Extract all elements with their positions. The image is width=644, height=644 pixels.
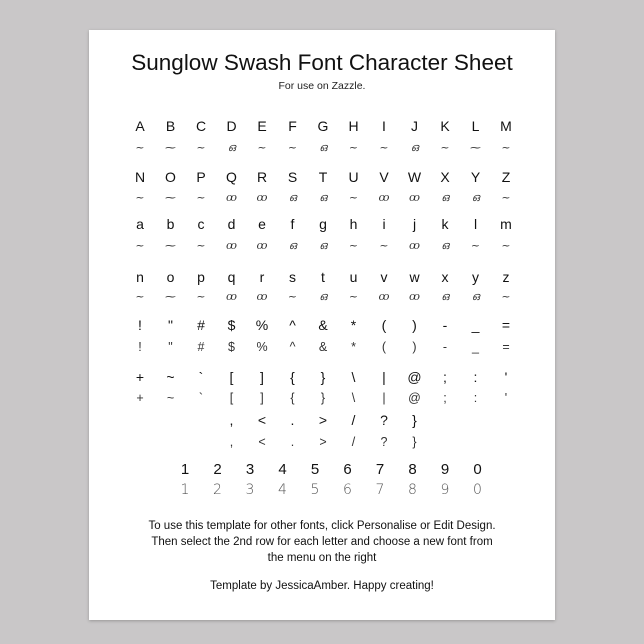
glyph-cell: l [473,216,478,232]
glyph-cell: : [473,369,478,385]
glyph-cell: ~ [501,290,511,303]
glyph-cell: W [407,169,422,185]
glyph-cell: = [501,317,511,333]
number-cell: 5 [310,482,320,498]
glyph-cell: H [348,118,359,134]
glyph-cell: ꝏ [409,290,420,303]
glyph-cell: Z [501,169,511,185]
glyph-cell: # [197,340,205,354]
glyph-cell: ഒ [441,290,449,303]
number-row-main [113,460,553,480]
glyph-cell: a [136,216,144,232]
number-cell: 6 [343,461,352,478]
glyph-cell: E [257,118,267,134]
glyph-cell: Y [470,169,481,185]
glyph-cell: ~ [196,191,206,204]
number-cell: 7 [375,461,385,478]
glyph-cell: ~ [257,141,267,154]
character-row-alt [113,337,553,357]
glyph-cell: G [317,118,329,134]
glyph-cell: ~ [470,239,481,252]
glyph-cell: ഒ [319,141,327,154]
instruction-line: To use this template for other fonts, click Personalise or Edit Design. [148,520,496,532]
glyph-cell: b [166,216,175,232]
glyph-cell: - [442,340,448,354]
glyph-cell: m [500,216,512,232]
glyph-cell: U [348,169,359,185]
glyph-cell: ꝏ [378,290,390,303]
glyph-cell: N [134,169,146,185]
number-cell: 3 [245,461,255,478]
glyph-cell: @ [408,391,421,405]
glyph-cell: Q [226,169,237,185]
instructions [89,518,555,566]
glyph-cell: } [320,369,326,385]
glyph-cell: ( [381,340,387,354]
glyph-cell: ] [260,369,264,385]
glyph-cell: ഒ [227,141,236,154]
glyph-cell: ` [198,391,204,405]
glyph-cell: ⁓ [165,141,176,154]
glyph-cell: P [196,169,206,185]
number-cell: 9 [440,482,450,498]
glyph-cell: [ [229,391,234,405]
glyph-cell: A [135,118,145,134]
character-row-swash [113,287,553,307]
character-row [113,214,553,234]
glyph-cell: ~ [196,290,206,303]
glyph-cell: r [259,269,265,285]
glyph-cell: ~ [440,141,450,154]
glyph-cell: S [287,169,298,185]
glyph-cell: ꝏ [409,239,420,252]
glyph-cell: B [165,118,176,134]
number-row-alt [113,480,553,500]
sheet-title: Sunglow Swash Font Character Sheet [131,50,513,75]
instruction-line: the menu on the right [267,552,377,564]
glyph-cell: { [290,369,295,385]
glyph-cell: ⁓ [165,239,176,252]
glyph-cell: ~ [501,141,511,154]
glyph-cell: [ [229,369,234,385]
character-row-swash [113,138,553,158]
glyph-cell: n [136,269,144,285]
glyph-cell: ' [504,391,508,405]
glyph-cell: " [168,317,173,333]
glyph-cell: ꝏ [409,191,420,204]
glyph-cell: " [168,340,173,354]
glyph-cell: { [290,391,295,405]
glyph-cell: / [351,435,356,449]
number-cell: 7 [375,482,385,498]
glyph-cell: > [319,435,327,449]
number-cell: 9 [440,461,450,478]
glyph-cell: ~ [501,191,511,204]
glyph-cell: ~ [166,391,175,405]
glyph-cell: ꝏ [226,191,237,204]
glyph-cell: $ [228,340,235,354]
glyph-cell: % [255,317,269,333]
glyph-cell: ꝏ [226,290,237,303]
glyph-cell: ഒ [471,191,480,204]
glyph-cell: } [412,435,417,449]
glyph-cell: . [290,435,295,449]
glyph-cell: # [197,317,205,333]
character-row [113,367,553,387]
glyph-cell: D [226,118,237,134]
glyph-cell: v [380,269,388,285]
glyph-cell: p [197,269,205,285]
glyph-cell: V [379,169,389,185]
number-cell: 3 [245,482,255,498]
glyph-cell: ^ [289,317,296,333]
glyph-cell: X [440,169,450,185]
glyph-cell: ~ [348,239,359,252]
glyph-cell: . [290,412,295,428]
glyph-cell: o [166,269,175,285]
glyph-cell: ~ [166,369,175,385]
character-row-swash [113,188,553,208]
glyph-cell: ꝏ [378,191,390,204]
glyph-cell: , [229,412,234,428]
character-row [113,410,553,430]
number-cell: 4 [278,461,287,478]
glyph-cell: ഒ [410,141,419,154]
glyph-cell: ഒ [441,191,449,204]
character-row [113,267,553,287]
glyph-cell: ? [380,412,388,428]
glyph-cell: ` [198,369,204,385]
glyph-cell: % [256,340,268,354]
glyph-cell: ꝏ [256,239,268,252]
glyph-cell: F [288,118,297,134]
glyph-cell: g [319,216,327,232]
glyph-cell: \ [351,369,356,385]
glyph-cell: u [349,269,358,285]
glyph-cell: ~ [348,141,359,154]
glyph-cell: x [441,269,449,285]
glyph-cell: ⁓ [165,290,176,303]
number-cell: 2 [213,461,222,478]
glyph-cell: z [502,269,510,285]
glyph-cell: - [442,317,448,333]
glyph-cell: > [318,412,328,428]
glyph-cell: & [318,340,328,354]
glyph-cell: ⁓ [165,191,176,204]
glyph-cell: ⁓ [470,141,481,154]
number-cell: 4 [278,482,287,498]
glyph-cell: ; [443,369,447,385]
glyph-cell: + [135,369,145,385]
glyph-cell: ~ [501,239,511,252]
glyph-cell: ~ [135,141,145,154]
glyph-cell: O [165,169,176,185]
sheet-subtitle: For use on Zazzle. [278,80,366,92]
glyph-cell: ഒ [288,239,297,252]
glyph-cell: M [500,118,512,134]
glyph-cell: ? [380,435,388,449]
glyph-cell: : [473,391,478,405]
number-cell: 0 [473,482,482,498]
glyph-cell: ഒ [288,191,297,204]
glyph-cell: _ [471,317,480,333]
glyph-cell: & [318,317,328,333]
glyph-cell: J [411,118,418,134]
glyph-cell: ~ [196,239,206,252]
glyph-cell: ! [138,340,142,354]
glyph-cell: h [349,216,358,232]
glyph-cell: } [320,391,326,405]
glyph-cell: $ [227,317,236,333]
glyph-cell: k [441,216,449,232]
character-row [113,116,553,136]
glyph-cell: d [227,216,236,232]
glyph-cell: < [257,412,267,428]
glyph-cell: ~ [196,141,206,154]
glyph-cell: ~ [348,191,359,204]
number-cell: 8 [408,461,417,478]
glyph-cell: ~ [135,239,145,252]
glyph-cell: / [351,412,356,428]
glyph-cell: ഒ [319,290,327,303]
character-row [113,167,553,187]
glyph-cell: f [290,216,295,232]
glyph-cell: j [412,216,417,232]
glyph-cell: ) [412,340,417,354]
glyph-cell: ~ [287,290,298,303]
number-cell: 1 [180,482,190,498]
glyph-cell: t [321,269,325,285]
glyph-cell: K [440,118,450,134]
glyph-cell: ~ [379,141,389,154]
number-cell: 6 [343,482,352,498]
number-cell: 0 [473,461,482,478]
glyph-cell: w [409,269,420,285]
glyph-cell: ഒ [471,290,480,303]
glyph-cell: y [472,269,479,285]
character-sheet [89,30,555,620]
instruction-line: Then select the 2nd row for each letter and choose a new font from [151,536,493,548]
glyph-cell: ~ [348,290,359,303]
glyph-cell: ) [412,317,417,333]
glyph-cell: T [318,169,328,185]
number-cell: 8 [408,482,417,498]
number-cell: 2 [213,482,222,498]
glyph-cell: ~ [135,191,145,204]
glyph-cell: i [382,216,386,232]
glyph-cell: L [471,118,480,134]
character-row-swash [113,236,553,256]
glyph-cell: * [350,317,357,333]
glyph-cell: ꝏ [256,290,268,303]
glyph-cell: ~ [135,290,145,303]
footer-credit: Template by JessicaAmber. Happy creating! [210,580,434,592]
number-cell: 5 [310,461,320,478]
glyph-cell: c [197,216,205,232]
glyph-cell: ꝏ [226,239,237,252]
glyph-cell: ഒ [319,239,327,252]
glyph-cell: ഒ [319,191,327,204]
glyph-cell: * [351,340,356,354]
character-row-alt [113,432,553,452]
glyph-cell: ' [504,369,508,385]
glyph-cell: C [195,118,207,134]
glyph-cell: , [229,435,234,449]
glyph-cell: ~ [287,141,298,154]
glyph-cell: ~ [379,239,389,252]
glyph-cell: q [227,269,236,285]
glyph-cell: ^ [289,340,296,354]
glyph-cell: | [382,369,386,385]
glyph-cell: | [382,391,386,405]
glyph-cell: R [256,169,268,185]
glyph-cell: ; [443,391,447,405]
glyph-cell: < [258,435,266,449]
glyph-cell: } [412,412,417,428]
glyph-cell: s [289,269,296,285]
glyph-cell: ꝏ [256,191,268,204]
glyph-cell: e [258,216,266,232]
number-cell: 1 [180,461,190,478]
character-row-alt [113,388,553,408]
glyph-cell: \ [351,391,356,405]
glyph-cell: ( [381,317,387,333]
glyph-cell: + [136,391,144,405]
glyph-cell: _ [472,340,479,354]
glyph-cell: ഒ [441,239,449,252]
character-row [113,315,553,335]
glyph-cell: I [382,118,386,134]
glyph-cell: ] [260,391,264,405]
glyph-cell: @ [407,369,422,385]
glyph-cell: = [502,340,510,354]
glyph-cell: ! [138,317,142,333]
